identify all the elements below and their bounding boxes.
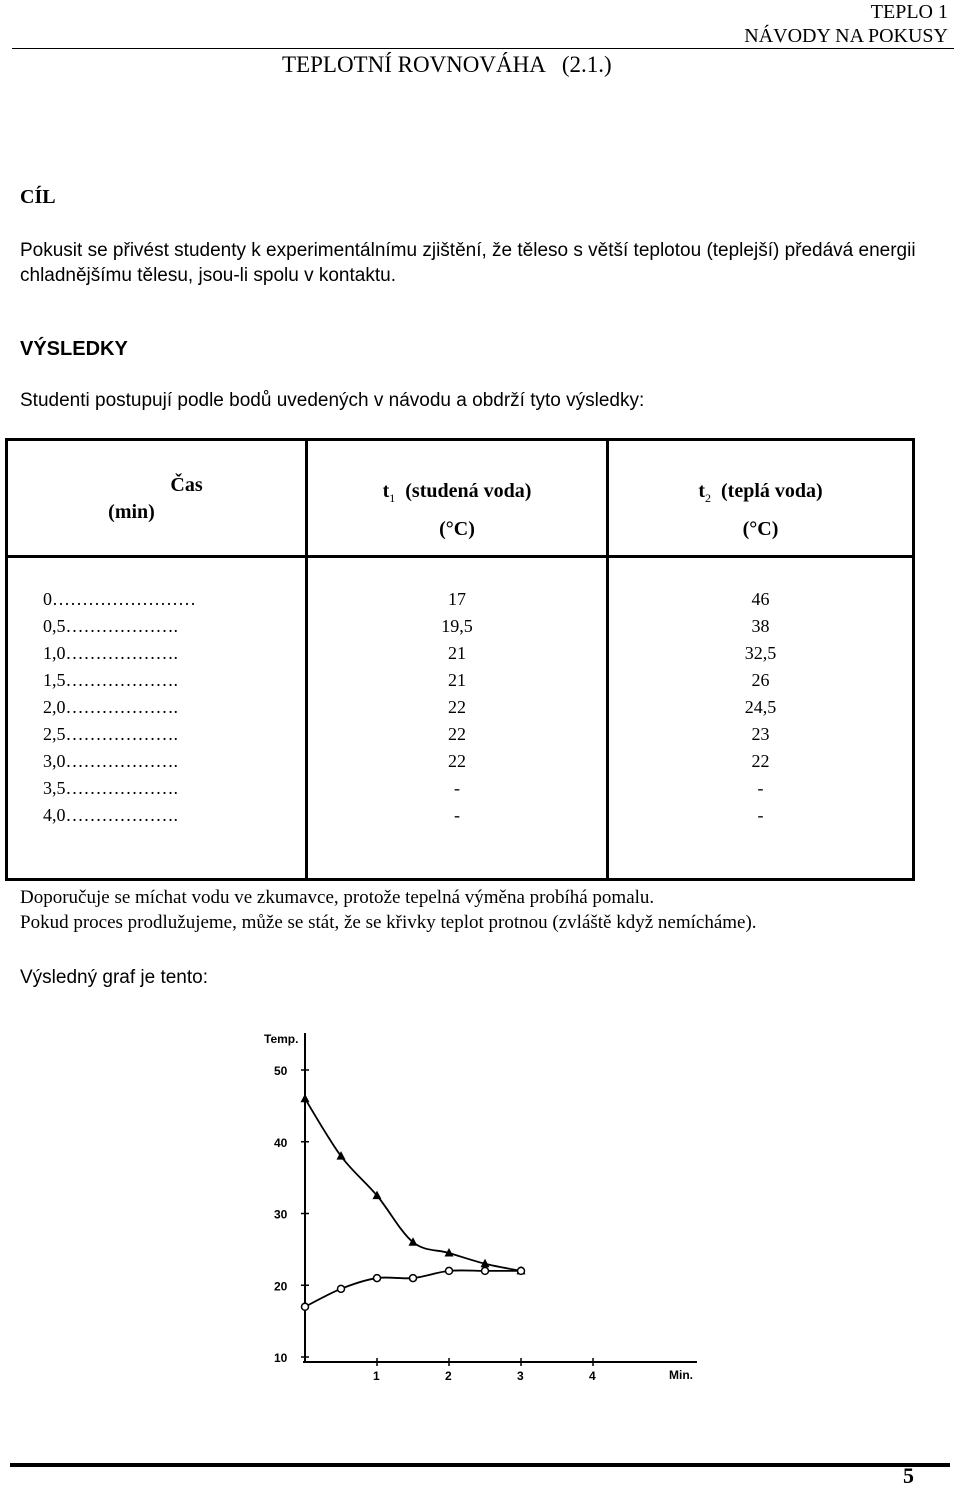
t2-value: 23 <box>751 724 770 744</box>
page-title: TEPLOTNÍ ROVNOVÁHA (2.1.) <box>282 52 612 77</box>
results-table <box>5 438 915 881</box>
data-point-circle <box>302 1303 309 1310</box>
y-tick-label: 20 <box>274 1279 288 1294</box>
time-value: 1,5………………. <box>43 670 178 690</box>
data-point-circle <box>482 1267 489 1274</box>
t2-subscript: 2 <box>705 491 711 505</box>
time-value: 2,0………………. <box>43 697 178 717</box>
data-point-circle <box>338 1285 345 1292</box>
t2-value: 38 <box>751 616 770 636</box>
time-value: 0,5………………. <box>43 616 178 636</box>
x-axis-label: Min. <box>669 1368 693 1382</box>
x-tick-label: 4 <box>589 1369 596 1383</box>
t1-value: 17 <box>448 589 466 609</box>
time-value: 1,0………………. <box>43 643 178 663</box>
graph-intro: Výsledný graf je tento: <box>20 967 208 988</box>
t1-value: 21 <box>448 643 466 663</box>
header-t2-label <box>610 442 911 514</box>
t1-value: 22 <box>448 724 466 744</box>
data-point-circle <box>446 1267 453 1274</box>
t2-value: 22 <box>751 751 770 771</box>
header-time-cell <box>7 440 307 557</box>
header-t1-label <box>309 442 605 514</box>
t1-value: 22 <box>448 751 466 771</box>
time-column <box>7 557 307 880</box>
t1-subscript: 1 <box>389 491 396 505</box>
t1-value: 22 <box>448 697 466 717</box>
results-intro: Studenti postupují podle bodů uvedených v návodu a obdrží tyto výsledky: <box>20 390 645 411</box>
goal-heading: CÍL <box>20 186 56 208</box>
t2-value: - <box>757 778 764 798</box>
header-category: NÁVODY NA POKUSY <box>744 25 948 47</box>
y-tick-label: 10 <box>274 1351 288 1365</box>
header-time-label: Čas <box>170 474 203 496</box>
footer-divider <box>10 1463 950 1467</box>
t2-value: 32,5 <box>744 643 777 663</box>
data-point-circle <box>374 1275 381 1282</box>
header-t1-cell <box>307 440 608 557</box>
x-tick-label: 1 <box>373 1369 380 1383</box>
note-line-1: Doporučuje se míchat vodu ve zkumavce, protože tepelná výměna probíhá pomalu. <box>20 887 655 908</box>
time-value: 2,5………………. <box>43 724 178 744</box>
data-point-circle <box>518 1267 525 1274</box>
header-time-unit: (min) <box>108 501 155 523</box>
table-body-row <box>7 557 914 880</box>
table-header-row <box>7 440 914 557</box>
goal-text: Pokusit se přivést studenty k experimentálnímu zjištění, že těleso s větší teplotou (teplejší) předává energii chladnějšímu tělesu, jsou-li spolu v kontaktu. <box>20 240 916 286</box>
t2-value: 24,5 <box>744 697 777 717</box>
t2-symbol: t <box>698 480 705 502</box>
t1-value: 19,5 <box>441 616 473 636</box>
y-tick-label: 30 <box>274 1207 288 1222</box>
time-value: 0…………………… <box>43 589 196 609</box>
data-point-circle <box>410 1275 417 1282</box>
t2-column <box>608 557 914 880</box>
time-value: 4,0………………. <box>43 805 178 825</box>
header-t2-unit: (°C) <box>742 518 779 540</box>
header-code: TEPLO 1 <box>870 1 948 23</box>
time-value: 3,5………………. <box>43 778 178 798</box>
t1-column <box>307 557 608 880</box>
note-line-2: Pokud proces prodlužujeme, může se stát, že se křivky teplot protnou (zvláště když nemícháme). <box>20 912 757 933</box>
page-number: 5 <box>903 1463 914 1488</box>
header-divider <box>12 48 954 49</box>
t2-value: 46 <box>751 589 770 609</box>
data-point-triangle <box>301 1094 310 1103</box>
t1-value: - <box>454 805 460 825</box>
y-axis-label: Temp. <box>264 1032 299 1046</box>
y-tick-label: 40 <box>274 1135 288 1150</box>
t1-value: 21 <box>448 670 466 690</box>
temperature-chart <box>262 1015 712 1395</box>
t1-symbol: t <box>382 480 390 502</box>
t2-description: (teplá voda) <box>721 480 823 502</box>
x-tick-label: 3 <box>517 1369 524 1383</box>
y-tick-label: 50 <box>274 1064 288 1078</box>
header-t2-cell <box>608 440 914 557</box>
time-value: 3,0………………. <box>43 751 178 771</box>
t2-value: - <box>757 805 764 825</box>
t1-value: - <box>454 778 460 798</box>
x-tick-label: 2 <box>445 1369 452 1383</box>
t2-value: 26 <box>751 670 770 690</box>
results-heading: VÝSLEDKY <box>20 338 128 360</box>
header-t1-unit: (°C) <box>439 518 475 540</box>
t1-description: (studená voda) <box>405 480 532 502</box>
